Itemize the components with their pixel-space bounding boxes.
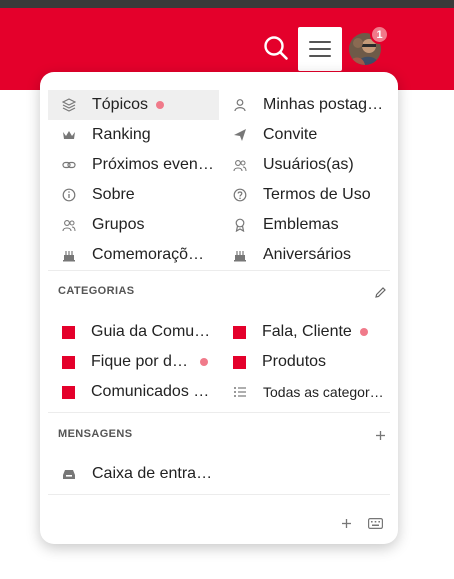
cake-icon (233, 248, 247, 262)
nav-item-label: Aniversários (263, 246, 352, 263)
nav-item-label: Usuários(as) (263, 156, 354, 173)
nav-item-usuarios[interactable] (219, 150, 390, 180)
inbox-icon (62, 467, 76, 481)
nav-item-comemoracoes[interactable] (48, 240, 219, 270)
link-icon (62, 158, 76, 172)
question-icon (233, 188, 247, 202)
inbox-label: Caixa de entra… (92, 465, 213, 482)
nav-item-sobre[interactable] (48, 180, 219, 210)
nav-item-label: Emblemas (263, 216, 339, 233)
search-icon (263, 35, 289, 61)
hamburger-icon (309, 41, 331, 57)
divider (48, 270, 390, 271)
users-icon (62, 218, 76, 232)
nav-item-proximos-eventos[interactable] (48, 150, 219, 180)
unread-dot (200, 358, 208, 366)
category-color-swatch (233, 356, 246, 369)
category-comunicados[interactable] (48, 377, 219, 407)
edit-categories-button[interactable] (372, 284, 388, 300)
category-color-swatch (62, 326, 75, 339)
new-message-button[interactable] (372, 427, 388, 443)
nav-item-label: Sobre (92, 186, 135, 203)
plus-icon (341, 518, 352, 529)
nav-item-label: Tópicos (92, 96, 149, 113)
category-color-swatch (62, 386, 75, 399)
cake-icon (62, 248, 76, 262)
unread-dot (360, 328, 368, 336)
notification-badge[interactable]: 1 (370, 25, 389, 44)
category-label: Guia da Comu… (91, 323, 211, 340)
nav-item-minhas-postagens[interactable] (219, 90, 390, 120)
hamburger-menu-button[interactable] (298, 27, 342, 71)
users-icon (233, 158, 247, 172)
nav-item-label: Comemoraçõ… (92, 246, 205, 263)
pencil-icon (374, 286, 387, 299)
category-fala-cliente[interactable] (219, 317, 390, 347)
nav-item-ranking[interactable] (48, 120, 219, 150)
nav-item-label: Ranking (92, 126, 151, 143)
category-fique-por-dentro[interactable] (48, 347, 219, 377)
nav-item-topicos[interactable] (48, 90, 219, 120)
category-label: Fala, Cliente (262, 323, 352, 340)
all-categories-link[interactable] (219, 377, 390, 407)
divider (48, 412, 390, 413)
nav-item-aniversarios[interactable] (219, 240, 390, 270)
category-label: Fique por d… (91, 353, 188, 370)
plus-icon (375, 430, 386, 441)
search-button[interactable] (260, 30, 292, 66)
list-icon (233, 385, 247, 399)
user-icon (233, 98, 247, 112)
add-section-button[interactable] (338, 515, 354, 531)
top-strip (0, 0, 454, 8)
divider (48, 494, 390, 495)
nav-item-grupos[interactable] (48, 210, 219, 240)
messages-heading: MENSAGENS (58, 428, 133, 440)
layers-icon (62, 98, 76, 112)
nav-item-termos-de-uso[interactable] (219, 180, 390, 210)
nav-item-convite[interactable] (219, 120, 390, 150)
category-guia-da-comunidade[interactable] (48, 317, 219, 347)
category-label: Comunicados … (91, 383, 210, 400)
nav-item-label: Próximos even… (92, 156, 214, 173)
crown-icon (62, 128, 76, 142)
nav-item-emblemas[interactable] (219, 210, 390, 240)
nav-item-label: Termos de Uso (263, 186, 371, 203)
keyboard-icon (368, 518, 383, 529)
nav-item-label: Grupos (92, 216, 145, 233)
category-color-swatch (62, 356, 75, 369)
category-produtos[interactable] (219, 347, 390, 377)
award-icon (233, 218, 247, 232)
nav-item-label: Minhas postag… (263, 96, 384, 113)
category-label: Produtos (262, 353, 327, 370)
nav-item-label: Convite (263, 126, 318, 143)
categories-heading: CATEGORIAS (58, 285, 135, 297)
info-icon (62, 188, 76, 202)
all-categories-label: Todas as categor… (263, 384, 384, 400)
inbox-link[interactable] (48, 459, 219, 489)
unread-dot (156, 101, 164, 109)
keyboard-shortcuts-button[interactable] (367, 515, 383, 531)
category-color-swatch (233, 326, 246, 339)
paper-plane-icon (233, 128, 247, 142)
